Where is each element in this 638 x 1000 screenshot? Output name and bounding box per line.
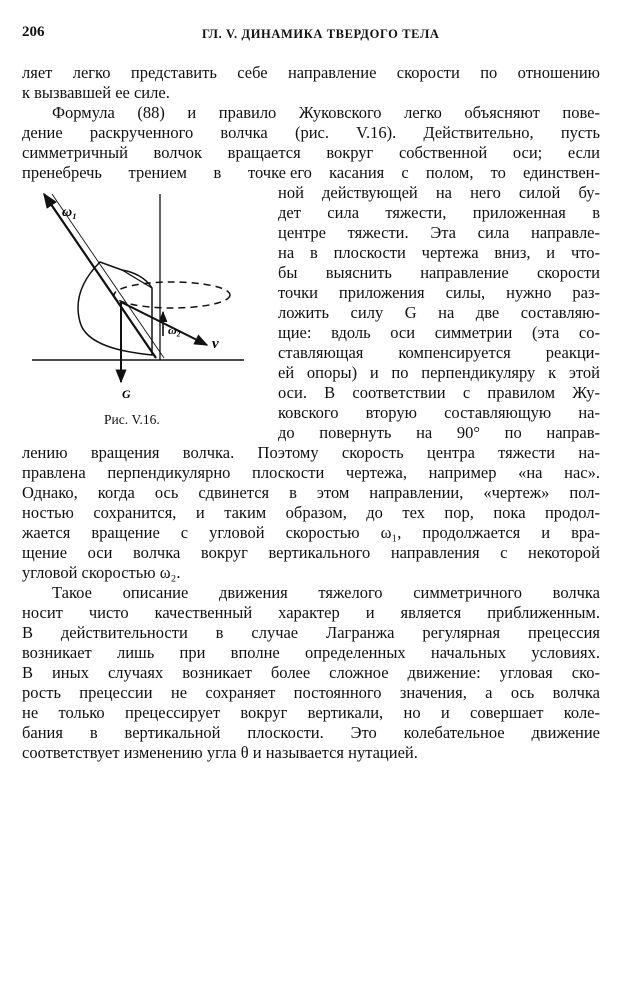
text-line: Такое описание движения тяжелого симметричного волчка <box>52 583 600 602</box>
text-line: носит чисто качественный характер и является приближенным. <box>22 603 600 622</box>
text-line: Однако, когда ось сдвинется в этом направлении, «чертеж» пол- <box>22 483 600 502</box>
omega2-label: ω₂ <box>168 323 181 337</box>
text-line: рость прецессии не сохраняет постоянного значения, а ось волчка <box>22 683 600 702</box>
text-line: ной действующей на него силой бу- <box>278 183 600 202</box>
text-line: симметричный волчок вращается вокруг собственной оси; если <box>22 143 600 162</box>
gravity-label: G <box>122 387 131 401</box>
text-line: ковского вторую составляющую на- <box>278 403 600 422</box>
text-line: ставляющая компенсируется реакци- <box>278 343 600 362</box>
velocity-label: v <box>212 336 219 352</box>
text-line: ей опоры) и по перпендикуляру к этой <box>278 363 600 382</box>
text-line: угловой скоростью ω₂. <box>22 563 181 582</box>
precession-ellipse <box>114 282 230 308</box>
text-line: на в плоскости чертежа вниз, и что- <box>278 243 600 262</box>
text-line: к вызвавшей ее силе. <box>22 83 170 102</box>
running-head: ГЛ. V. ДИНАМИКА ТВЕРДОГО ТЕЛА <box>202 27 440 41</box>
omega1-label: ω₁ <box>62 205 78 220</box>
text-line: пренебречь трением в точке <box>22 163 286 182</box>
page-header <box>22 24 598 46</box>
text-line: жается вращение с угловой скоростью ω₁, продолжается и вра- <box>22 523 600 542</box>
top-body <box>78 262 152 355</box>
text-line: его касания с полом, то единствен- <box>290 163 600 182</box>
text-line: дет сила тяжести, приложенная в <box>278 203 600 222</box>
text-line: точки приложения силы, нужно раз- <box>278 283 600 302</box>
page-number: 206 <box>22 24 45 40</box>
text-line: до повернуть на 90° по направ- <box>278 423 600 442</box>
velocity-arrow <box>121 302 207 345</box>
text-line: лению вращения волчка. Поэтому скорость центра тяжести на- <box>22 443 600 462</box>
text-line: соответствует изменению угла θ и называется нутацией. <box>22 743 418 762</box>
text-line: ложить силу G на две составляю- <box>278 303 600 322</box>
figure-spinning-top <box>22 180 270 440</box>
text-line: щение оси волчка вокруг вертикального направления с некоторой <box>22 543 600 562</box>
text-line: возникает лишь при вполне определенных начальных условиях. <box>22 643 600 662</box>
text-line: В действительности в случае Лагранжа регулярная прецессия <box>22 623 600 642</box>
text-line: В иных случаях возникает более сложное движение: угловая ско- <box>22 663 600 682</box>
spinning-top-diagram <box>22 180 270 410</box>
text-line: бания в вертикальной плоскости. Это колебательное движение <box>22 723 600 742</box>
text-line: ностью сохранится, и таким образом, до тех пор, пока продол- <box>22 503 600 522</box>
figure-caption: Рис. V.16. <box>104 412 160 427</box>
text-line: Формула (88) и правило Жуковского легко объясняют пове- <box>52 103 600 122</box>
text-line: ляет легко представить себе направление скорости по отношению <box>22 63 600 82</box>
text-line: центре тяжести. Эта сила направле- <box>278 223 600 242</box>
text-line: правлена перпендикулярно плоскости чертежа, например «на нас». <box>22 463 600 482</box>
text-line: дение раскрученного волчка (рис. V.16). Действительно, пусть <box>22 123 600 142</box>
text-line: бы выяснить направление скорости <box>278 263 600 282</box>
text-line: оси. В соответствии с правилом Жу- <box>278 383 600 402</box>
text-line: не только прецессирует вокруг вертикали, но и совершает коле- <box>22 703 600 722</box>
text-line: щие: вдоль оси симметрии (эта со- <box>278 323 600 342</box>
